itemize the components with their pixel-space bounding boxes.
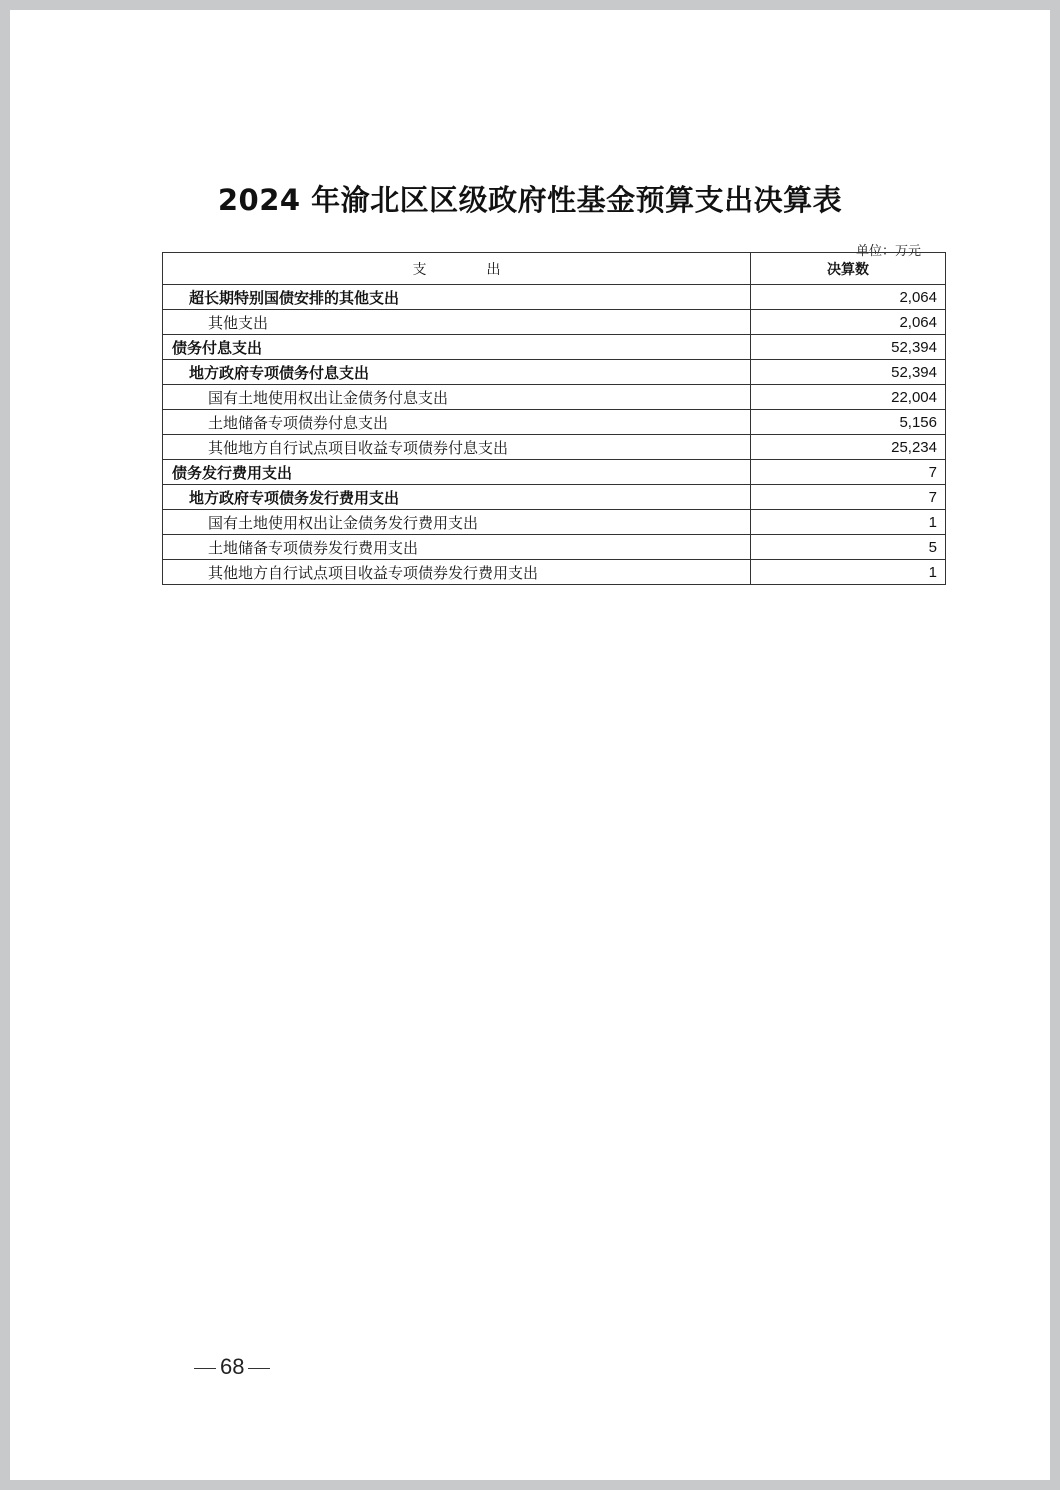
row-item-name: 地方政府专项债务付息支出 [163, 360, 751, 385]
page-number [190, 1354, 274, 1380]
header-expenditure-right: 出 [486, 261, 501, 278]
table-row [163, 410, 946, 435]
row-item-amount: 2,064 [751, 285, 946, 310]
row-item-name: 国有土地使用权出让金债务付息支出 [163, 385, 751, 410]
table-row [163, 460, 946, 485]
table-row [163, 385, 946, 410]
row-item-amount: 7 [751, 485, 946, 510]
table-row [163, 485, 946, 510]
document-page [10, 10, 1050, 1480]
table-body [163, 285, 946, 585]
table-row [163, 510, 946, 535]
table-row [163, 535, 946, 560]
row-item-name: 其他地方自行试点项目收益专项债券发行费用支出 [163, 560, 751, 585]
page-number-dash-right [248, 1368, 270, 1369]
row-item-name: 债务发行费用支出 [163, 460, 751, 485]
header-expenditure [163, 253, 751, 285]
row-item-amount: 25,234 [751, 435, 946, 460]
row-item-amount: 1 [751, 510, 946, 535]
unit-label: 单位：万元 [856, 244, 922, 259]
row-item-amount: 5 [751, 535, 946, 560]
row-item-amount: 1 [751, 560, 946, 585]
row-item-amount: 7 [751, 460, 946, 485]
row-item-amount: 52,394 [751, 335, 946, 360]
row-item-name: 债务付息支出 [163, 335, 751, 360]
row-item-amount: 5,156 [751, 410, 946, 435]
row-item-name: 土地储备专项债券付息支出 [163, 410, 751, 435]
page-title: 2024 年渝北区区级政府性基金预算支出决算表 [217, 183, 843, 217]
row-item-amount: 2,064 [751, 310, 946, 335]
row-item-name: 地方政府专项债务发行费用支出 [163, 485, 751, 510]
page-number-value: 68 [220, 1354, 245, 1379]
row-item-name: 其他支出 [163, 310, 751, 335]
table-row [163, 560, 946, 585]
table-row [163, 435, 946, 460]
row-item-name: 土地储备专项债券发行费用支出 [163, 535, 751, 560]
header-final-amount: 决算数 [751, 253, 946, 285]
row-item-amount: 52,394 [751, 360, 946, 385]
row-item-name: 超长期特别国债安排的其他支出 [163, 285, 751, 310]
table-header-row [163, 253, 946, 285]
budget-table [162, 252, 946, 585]
table-row [163, 335, 946, 360]
row-item-amount: 22,004 [751, 385, 946, 410]
table-row [163, 310, 946, 335]
table-row [163, 285, 946, 310]
row-item-name: 其他地方自行试点项目收益专项债券付息支出 [163, 435, 751, 460]
page-number-dash-left [194, 1368, 216, 1369]
header-expenditure-left: 支 [412, 261, 427, 278]
table-row [163, 360, 946, 385]
row-item-name: 国有土地使用权出让金债务发行费用支出 [163, 510, 751, 535]
